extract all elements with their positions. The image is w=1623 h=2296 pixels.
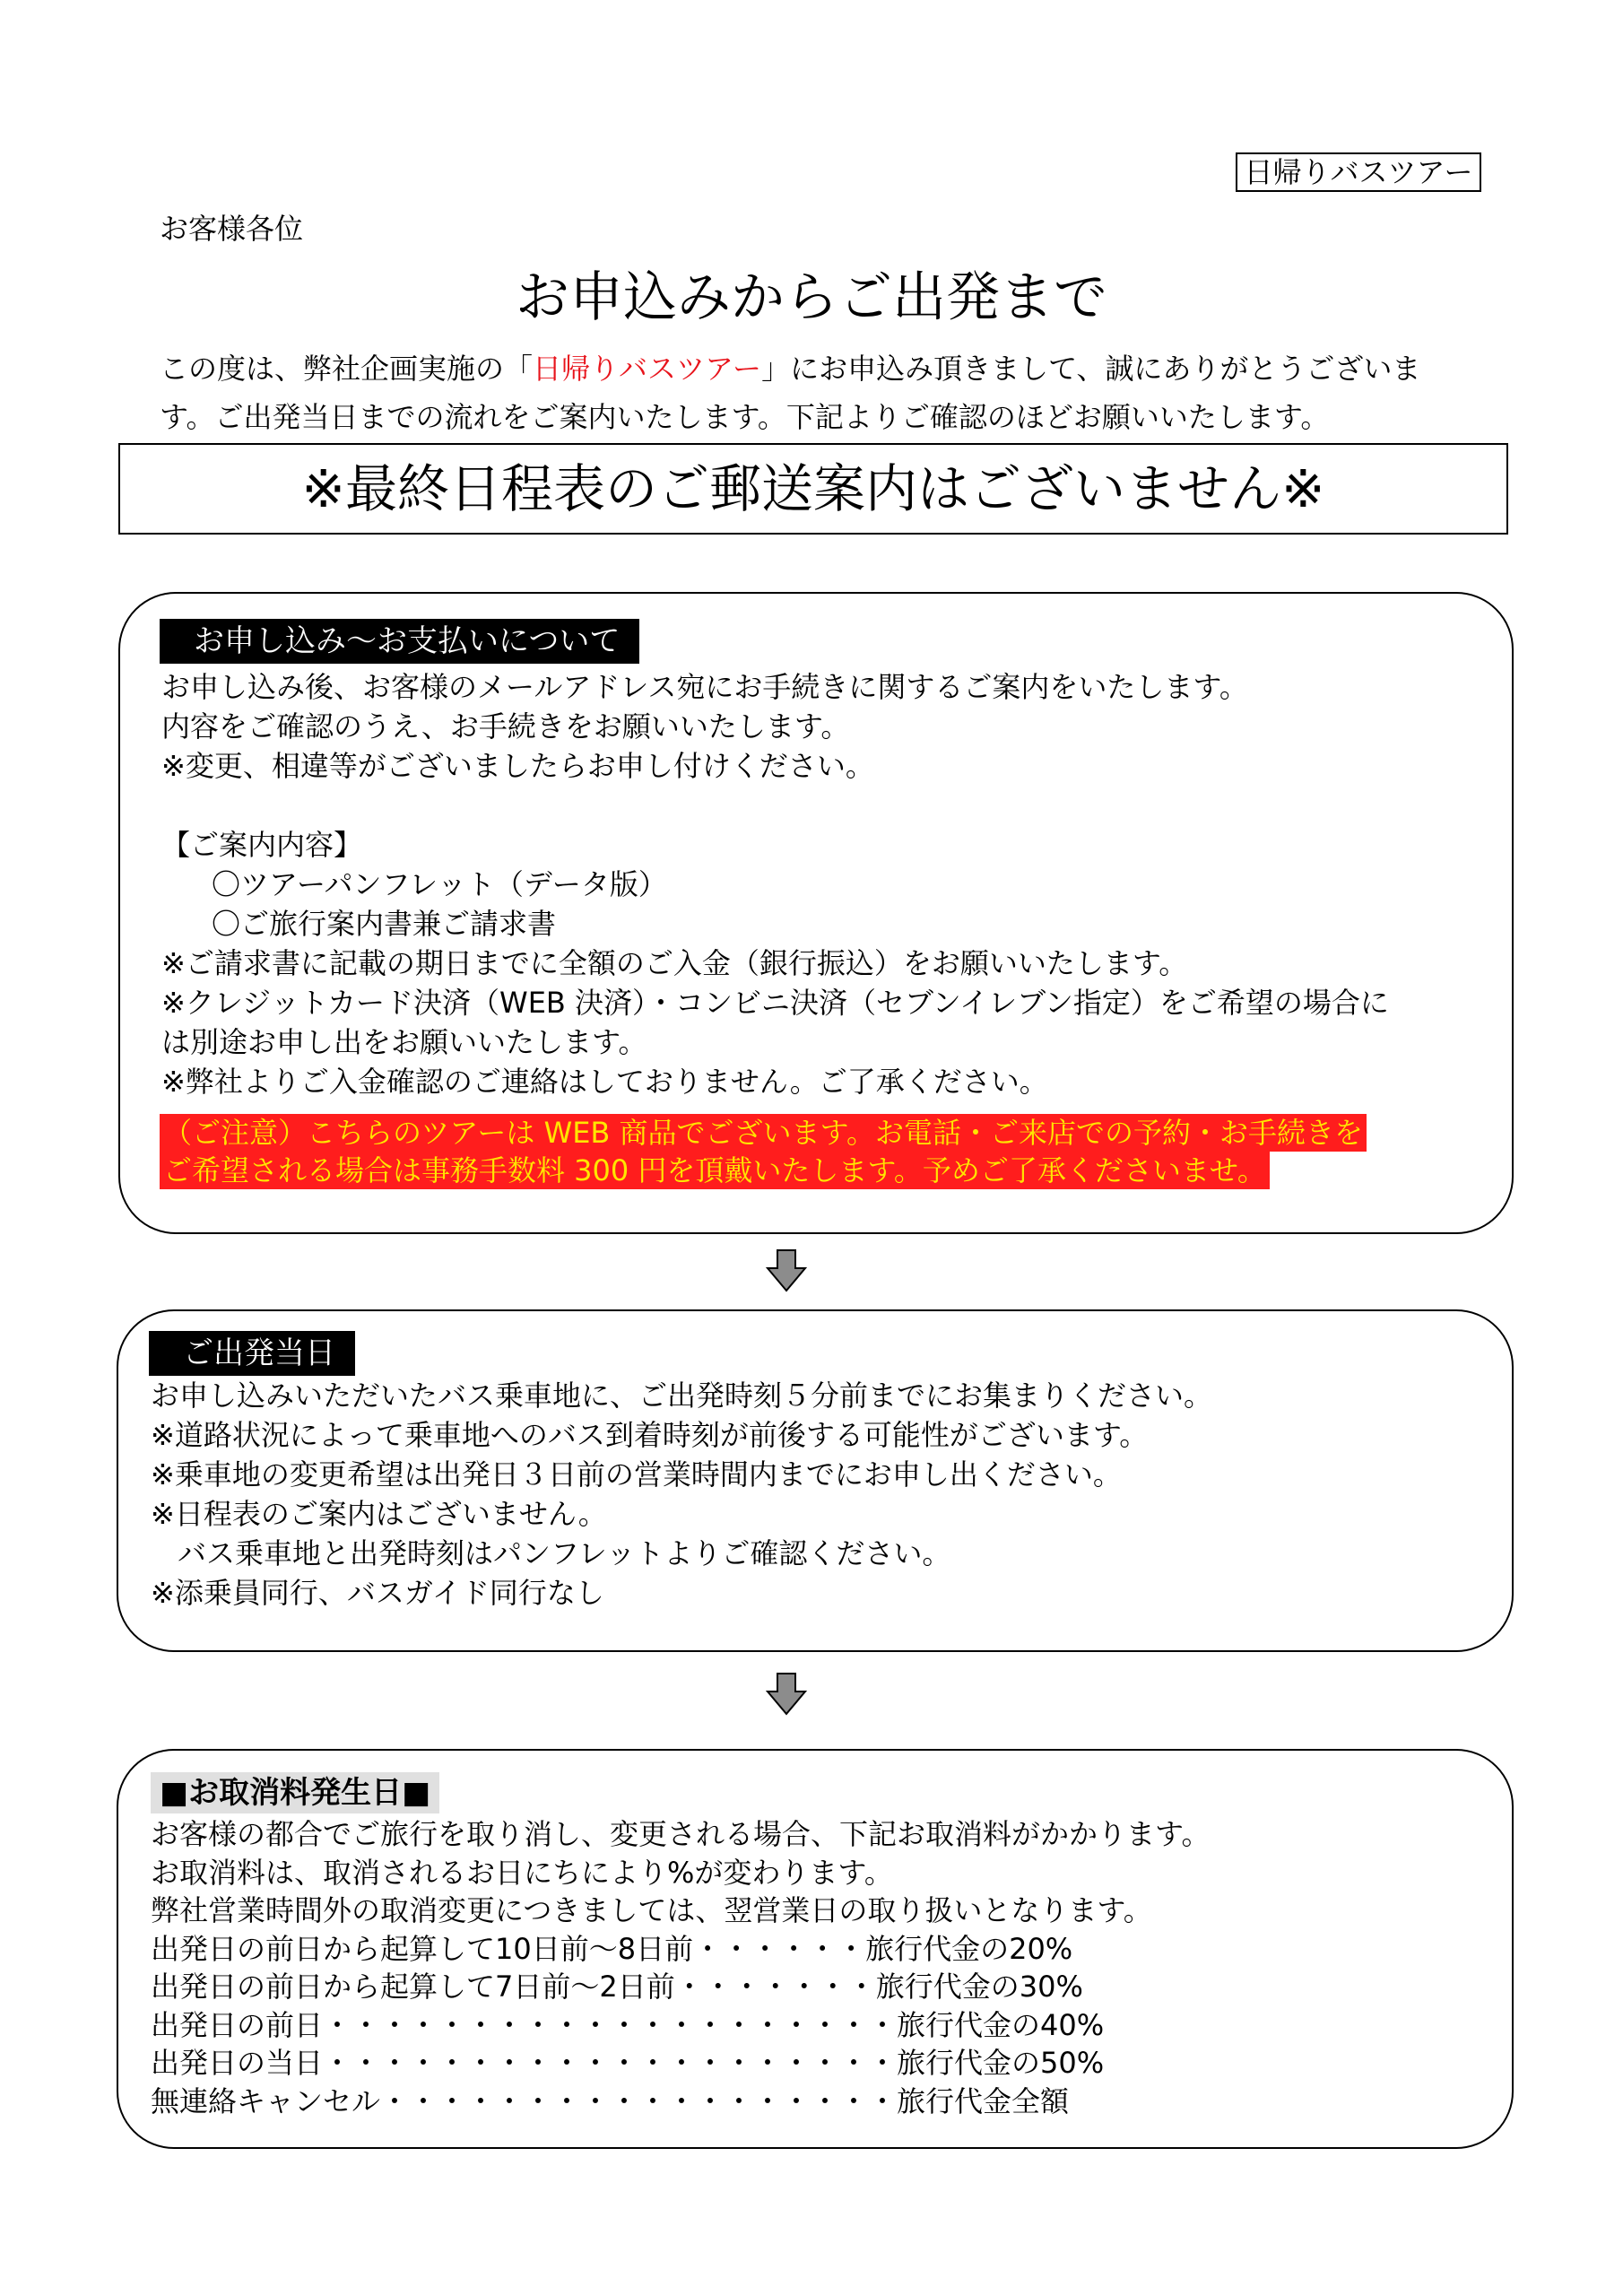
text-line: 〇ツアーパンフレット（データ版） xyxy=(212,867,667,901)
text-line: 内容をご確認のうえ、お手続きをお願いいたします。 xyxy=(161,709,850,744)
blank-line xyxy=(161,786,1389,825)
down-arrow-icon xyxy=(766,1248,807,1293)
text-line: 弊社営業時間外の取消変更につきましては、翌営業日の取り扱いとなります。 xyxy=(151,1893,1152,1927)
section-heading-application: お申し込み～お支払いについて xyxy=(160,619,639,664)
section-heading-departure: ご出発当日 xyxy=(149,1331,355,1376)
text-line: ※クレジットカード決済（WEB 決済）・コンビニ決済（セブンイレブン指定）をご希望の場合に xyxy=(161,986,1389,1020)
text-line: ※添乗員同行、バスガイド同行なし xyxy=(151,1576,604,1610)
text-line: お取消料は、取消されるお日にちにより%が変わります。 xyxy=(151,1855,893,1890)
tour-name-highlight: 日帰りバスツアー xyxy=(533,352,762,386)
text-line: ※弊社よりご入金確認のご連絡はしておりません。ご了承ください。 xyxy=(161,1065,1048,1099)
notice-banner: ※最終日程表のご郵送案内はございません※ xyxy=(118,443,1508,535)
tour-type-tag: 日帰りバスツアー xyxy=(1236,152,1481,192)
warning-line: ご希望される場合は事務手数料 300 円を頂戴いたします。予めご了承くださいませ。 xyxy=(160,1152,1270,1189)
text-line: お客様の都合でご旅行を取り消し、変更される場合、下記お取消料がかかります。 xyxy=(151,1817,1211,1851)
fee-row: 出発日の前日から起算して10日前～8日前・・・・・・旅行代金の20% xyxy=(151,1931,1073,1966)
text-line: ※ご請求書に記載の期日までに全額のご入金（銀行振込）をお願いいたします。 xyxy=(161,946,1188,980)
text-line: 【ご案内内容】 xyxy=(161,828,363,862)
text-line: ※乗車地の変更希望は出発日３日前の営業時間内までにお申し出ください。 xyxy=(151,1457,1122,1492)
intro-line-1: この度は、弊社企画実施の「日帰りバスツアー」にお申込み頂きまして、誠にありがとうございま xyxy=(160,352,1421,386)
addressee: お客様各位 xyxy=(160,212,304,246)
fee-row: 出発日の当日・・・・・・・・・・・・・・・・・・・・旅行代金の50% xyxy=(151,2046,1105,2080)
departure-body xyxy=(151,1376,1212,1613)
text-line: お申し込み後、お客様のメールアドレス宛にお手続きに関するご案内をいたします。 xyxy=(161,670,1248,704)
fee-row: 無連絡キャンセル・・・・・・・・・・・・・・・・・・旅行代金全額 xyxy=(151,2083,1070,2118)
intro-paragraph xyxy=(160,344,1505,441)
text-line: ※変更、相違等がございましたらお申し付けください。 xyxy=(161,749,874,783)
warning-line: （ご注意）こちらのツアーは WEB 商品でございます。お電話・ご来店での予約・お手続きを xyxy=(160,1114,1367,1152)
fee-row: 出発日の前日から起算して7日前～2日前・・・・・・・旅行代金の30% xyxy=(151,1970,1083,2004)
cancellation-body xyxy=(151,1815,1210,2120)
fee-row: 出発日の前日・・・・・・・・・・・・・・・・・・・・旅行代金の40% xyxy=(151,2007,1105,2042)
web-only-warning xyxy=(160,1114,1367,1189)
text-line: バス乗車地と出発時刻はパンフレットよりご確認ください。 xyxy=(178,1536,951,1570)
down-arrow-icon xyxy=(766,1672,807,1717)
text-line: は別途お申し出をお願いいたします。 xyxy=(161,1025,647,1059)
intro-line-2: す。ご出発当日までの流れをご案内いたします。下記よりご確認のほどお願いいたします。 xyxy=(160,400,1330,434)
text-line: ※道路状況によって乗車地へのバス到着時刻が前後する可能性がございます。 xyxy=(151,1418,1149,1452)
text-line: お申し込みいただいたバス乗車地に、ご出発時刻５分前までにお集まりください。 xyxy=(151,1378,1213,1413)
application-body xyxy=(161,667,1389,1101)
section-heading-cancellation: ■お取消料発生日■ xyxy=(151,1772,439,1813)
page-title: お申込みからご出発まで xyxy=(516,266,1107,329)
text-line: 〇ご旅行案内書兼ご請求書 xyxy=(212,907,557,941)
text-line: ※日程表のご案内はございません。 xyxy=(151,1497,607,1531)
